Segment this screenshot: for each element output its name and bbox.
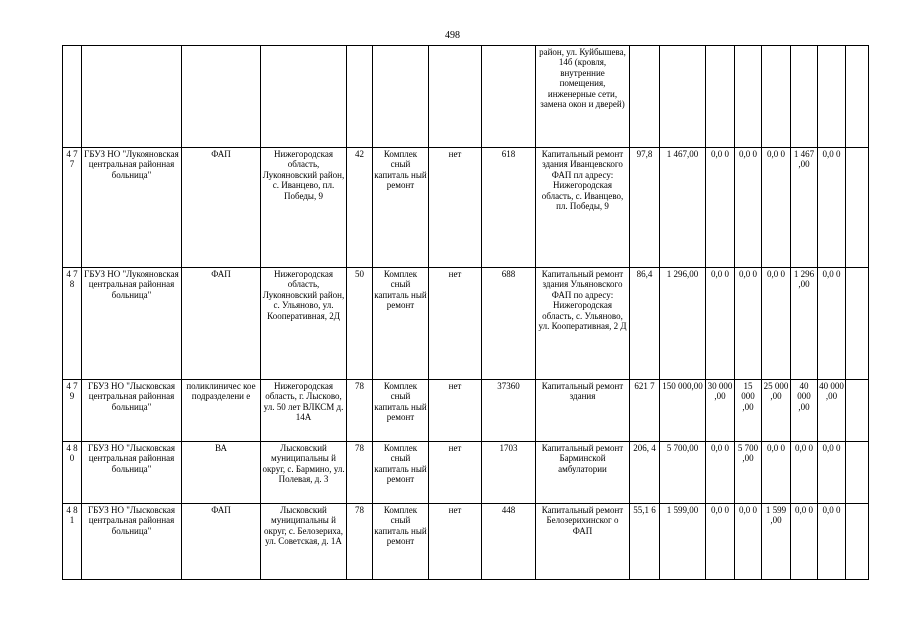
cell-area: 206, 4 xyxy=(630,442,660,504)
cell-work-description: Капитальный ремонт здания Ульяновского ФАП по адресу: Нижегородская область, с. Ульяново, ул. Кооперативная, 2 Д xyxy=(536,268,630,380)
cell-code: 688 xyxy=(482,268,536,380)
cell-flag: нет xyxy=(429,148,482,268)
cell-empty xyxy=(482,46,536,148)
cell-facility-type: ВА xyxy=(182,442,261,504)
cell-value-1: 0,0 0 xyxy=(706,442,735,504)
cell-flag: нет xyxy=(429,442,482,504)
cell-total-cost: 1 467,00 xyxy=(660,148,706,268)
cell-organization: ГБУЗ НО "Лукояновская центральная районная больница" xyxy=(82,268,182,380)
table-row xyxy=(63,148,869,268)
cell-address: Лысковский муниципальны й округ, с. Белозериха, ул. Советская, д. 1А xyxy=(261,504,347,580)
cell-total-cost: 1 296,00 xyxy=(660,268,706,380)
cell-repair-kind: Комплек сный капиталь ный ремонт xyxy=(373,148,429,268)
cell-area: 97,8 xyxy=(630,148,660,268)
cell-code: 448 xyxy=(482,504,536,580)
cell-organization: ГБУЗ НО "Лысковская центральная районная больница" xyxy=(82,442,182,504)
cell-value-4: 40 000 ,00 xyxy=(791,380,818,442)
cell-empty xyxy=(261,46,347,148)
cell-empty xyxy=(660,46,706,148)
cell-value-6 xyxy=(846,442,869,504)
cell-work-description: Капитальный ремонт здания xyxy=(536,380,630,442)
cell-total-cost: 1 599,00 xyxy=(660,504,706,580)
cell-repair-kind: Комплек сный капиталь ный ремонт xyxy=(373,442,429,504)
cell-value-1: 0,0 0 xyxy=(706,268,735,380)
cell-empty xyxy=(82,46,182,148)
cell-work-description: Капитальный ремонт Барминской амбулатории xyxy=(536,442,630,504)
cell-area: 86,4 xyxy=(630,268,660,380)
cell-empty xyxy=(429,46,482,148)
cell-value-4: 1 467 ,00 xyxy=(791,148,818,268)
cell-value-5: 0,0 0 xyxy=(818,268,846,380)
cell-flag: нет xyxy=(429,504,482,580)
cell-repair-kind: Комплек сный капиталь ный ремонт xyxy=(373,380,429,442)
cell-number: 4 7 7 xyxy=(63,148,82,268)
cell-empty xyxy=(347,46,373,148)
cell-value-6 xyxy=(846,504,869,580)
cell-address: Нижегородская область, Лукояновский район, с. Ульяново, ул. Кооперативная, 2Д xyxy=(261,268,347,380)
cell-repair-kind: Комплек сный капиталь ный ремонт xyxy=(373,504,429,580)
cell-year: 78 xyxy=(347,380,373,442)
cell-value-1: 30 000 ,00 xyxy=(706,380,735,442)
cell-address: Нижегородская область, г. Лысково, ул. 50 лет ВЛКСМ д. 14А xyxy=(261,380,347,442)
cell-facility-type: ФАП xyxy=(182,268,261,380)
cell-empty xyxy=(373,46,429,148)
cell-empty xyxy=(818,46,846,148)
cell-number: 4 7 8 xyxy=(63,268,82,380)
cell-value-1: 0,0 0 xyxy=(706,504,735,580)
cell-value-6 xyxy=(846,380,869,442)
cell-code: 37360 xyxy=(482,380,536,442)
cell-value-3: 0,0 0 xyxy=(762,268,791,380)
cell-value-5: 0,0 0 xyxy=(818,504,846,580)
cell-year: 78 xyxy=(347,504,373,580)
cell-value-2: 15 000 ,00 xyxy=(735,380,762,442)
cell-organization: ГБУЗ НО "Лысковская центральная районная больница" xyxy=(82,380,182,442)
cell-empty xyxy=(735,46,762,148)
page-number: 498 xyxy=(445,30,460,41)
cell-code: 618 xyxy=(482,148,536,268)
cell-work-description: район, ул. Куйбышева, 14б (кровля, внутренние помещения, инженерные сети, замена окон и дверей) xyxy=(536,46,630,148)
cell-empty xyxy=(791,46,818,148)
cell-value-5: 0,0 0 xyxy=(818,442,846,504)
capital-repair-table xyxy=(62,45,869,580)
table-row xyxy=(63,268,869,380)
cell-flag: нет xyxy=(429,268,482,380)
cell-value-3: 1 599 ,00 xyxy=(762,504,791,580)
cell-value-6 xyxy=(846,148,869,268)
cell-value-3: 25 000 ,00 xyxy=(762,380,791,442)
cell-work-description: Капитальный ремонт Белозерихинског о ФАП xyxy=(536,504,630,580)
cell-number: 4 8 1 xyxy=(63,504,82,580)
cell-empty xyxy=(630,46,660,148)
cell-facility-type: ФАП xyxy=(182,148,261,268)
table-row xyxy=(63,442,869,504)
cell-organization: ГБУЗ НО "Лысковская центральная районная больница" xyxy=(82,504,182,580)
cell-value-1: 0,0 0 xyxy=(706,148,735,268)
cell-value-5: 40 000 ,00 xyxy=(818,380,846,442)
cell-address: Лысковский муниципальны й округ, с. Бармино, ул. Полевая, д. 3 xyxy=(261,442,347,504)
cell-number: 4 8 0 xyxy=(63,442,82,504)
cell-year: 78 xyxy=(347,442,373,504)
cell-value-3: 0,0 0 xyxy=(762,148,791,268)
cell-value-2: 0,0 0 xyxy=(735,148,762,268)
cell-value-2: 5 700 ,00 xyxy=(735,442,762,504)
cell-value-6 xyxy=(846,268,869,380)
cell-area: 55,1 6 xyxy=(630,504,660,580)
cell-value-3: 0,0 0 xyxy=(762,442,791,504)
cell-empty xyxy=(63,46,82,148)
cell-value-5: 0,0 0 xyxy=(818,148,846,268)
cell-value-2: 0,0 0 xyxy=(735,268,762,380)
table-row xyxy=(63,504,869,580)
cell-value-4: 1 296 ,00 xyxy=(791,268,818,380)
cell-total-cost: 150 000,00 xyxy=(660,380,706,442)
cell-organization: ГБУЗ НО "Лукояновская центральная районная больница" xyxy=(82,148,182,268)
cell-area: 621 7 xyxy=(630,380,660,442)
cell-code: 1703 xyxy=(482,442,536,504)
cell-work-description: Капитальный ремонт здания Иванцевского ФАП пл адресу: Нижегородская область, с. Иванцево, пл. Победы, 9 xyxy=(536,148,630,268)
cell-flag: нет xyxy=(429,380,482,442)
cell-address: Нижегородская область, Лукояновский район, с. Иванцево, пл. Победы, 9 xyxy=(261,148,347,268)
cell-value-2: 0,0 0 xyxy=(735,504,762,580)
cell-empty xyxy=(706,46,735,148)
table-row xyxy=(63,380,869,442)
cell-empty xyxy=(762,46,791,148)
cell-repair-kind: Комплек сный капиталь ный ремонт xyxy=(373,268,429,380)
cell-facility-type: ФАП xyxy=(182,504,261,580)
cell-total-cost: 5 700,00 xyxy=(660,442,706,504)
cell-number: 4 7 9 xyxy=(63,380,82,442)
table-row-continuation xyxy=(63,46,869,148)
cell-year: 42 xyxy=(347,148,373,268)
cell-year: 50 xyxy=(347,268,373,380)
cell-empty xyxy=(846,46,869,148)
cell-empty xyxy=(182,46,261,148)
cell-facility-type: поликлиничес кое подразделени е xyxy=(182,380,261,442)
cell-value-4: 0,0 0 xyxy=(791,504,818,580)
cell-value-4: 0,0 0 xyxy=(791,442,818,504)
